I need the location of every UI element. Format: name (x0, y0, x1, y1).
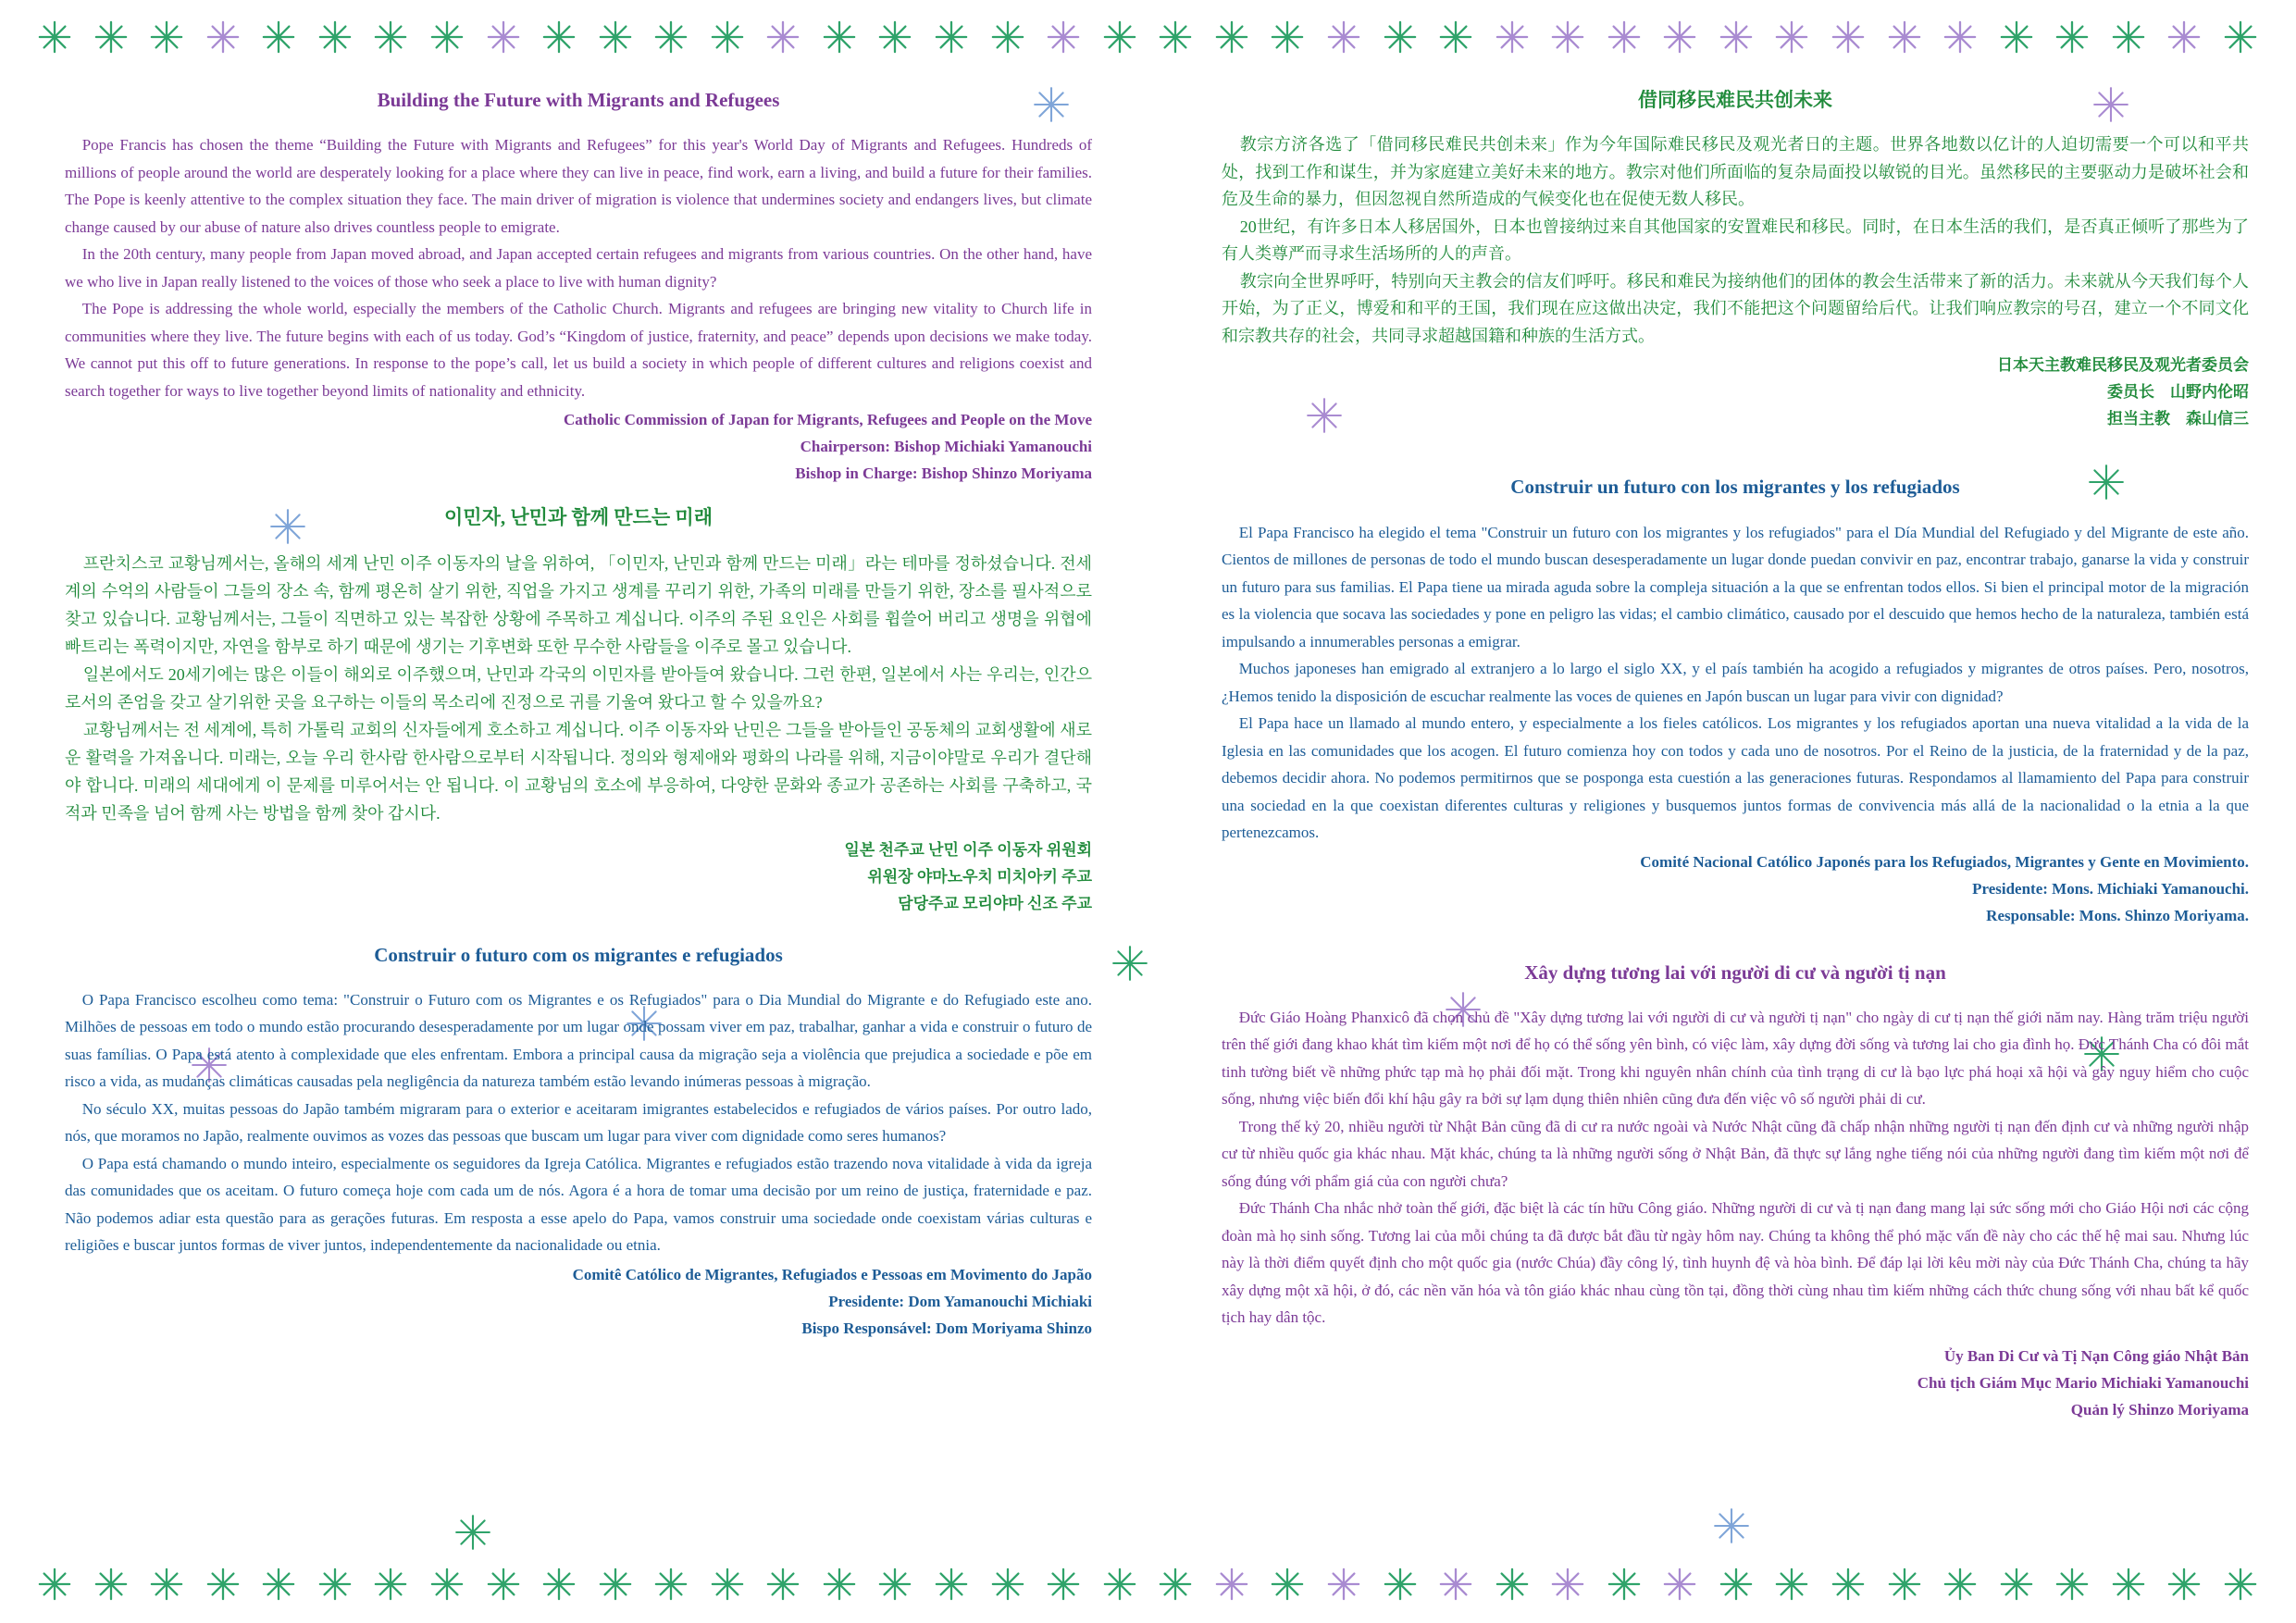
sparkle-star-icon (1383, 1567, 1418, 1602)
vietnamese-paragraph-3: Đức Thánh Cha nhắc nhở toàn thế giới, đặc biệt là các tín hữu Công giáo. Những người di cư và tị nạn đang mang lại sức sống mới cho Giáo Hội nơi các cộng đoàn mà họ sinh sống. Tương lai của mỗi chúng ta đã được bắt đầu từ ngày hôm nay. Chúng ta không thể phó mặc vấn đề này cho các thế hệ mai sau. Nhưng lúc này là thời điểm quyết định cho một quốc gia (nước Chúa) đầy công lý, tình huynh đệ và hòa bình. Để đáp lại lời kêu mời này của Đức Thánh Cha, chúng ta hãy xây dựng một xã hội, ở đó, các nền văn hóa và tôn giáo khác nhau cùng tồn tại, đồng thời cùng nhau tìm kiếm những cách thức chung sống với nhau bất kể quốc tịch hay dân tộc. (1222, 1199, 2249, 1327)
english-title: Building the Future with Migrants and Refugees (377, 89, 780, 111)
vietnamese-title: Xây dựng tương lai với người di cư và người tị nạn (1524, 960, 1946, 984)
chinese-body (1222, 131, 2249, 350)
english-signature-bishop: Bishop in Charge: Bishop Shinzo Moriyama (795, 465, 1092, 483)
korean-paragraph-1: 프란치스코 교황님께서는, 올해의 세계 난민 이주 이동자의 날을 위하여, 「이민자, 난민과 함께 만드는 미래」라는 테마를 정하셨습니다. 전세계의 수억의 사람들이 그들의 장소 속, 함께 평온히 살기 위한, 직업을 가지고 생계를 꾸리기 위한, 가족의 미래를 만들기 위한, 장소를 필사적으로 찾고 있습니다. 교황님께서는, 그들이 직면하고 있는 복잡한 상황에 주목하고 계십니다. 이주의 주된 요인은 사회를 휩쓸어 버리고 생명을 위협에 빠트리는 폭력이지만, 자연을 함부로 하기 때문에 생기는 기후변화 또한 무수한 사람들을 이주로 몰고 있습니다. (65, 553, 1092, 656)
chinese-paragraph-2: 20世纪，有许多日本人移居国外，日本也曾接纳过来自其他国家的安置难民和移民。同时，在日本生活的我们，是否真正倾听了那些为了有人类尊严而寻求生活场所的人的声音。 (1222, 217, 2249, 264)
korean-signature (65, 836, 1092, 917)
sparkle-star-icon (205, 19, 241, 55)
sparkle-star-icon (2223, 1567, 2258, 1602)
portuguese-signature-chair: Presidente: Dom Yamanouchi Michiaki (828, 1292, 1092, 1310)
portuguese-signature-org: Comitê Católico de Migrantes, Refugiados e Pessoas em Movimento do Japão (572, 1265, 1092, 1283)
sparkle-star-icon (486, 19, 521, 55)
sparkle-star-icon (598, 1567, 633, 1602)
sparkle-star-icon (1326, 1567, 1361, 1602)
sparkle-star-icon (486, 1567, 521, 1602)
spanish-paragraph-3: El Papa hace un llamado al mundo entero, y especialmente a los fieles católicos. Los migrantes y los refugiados aportan una nueva vitalidad a la vida de la Iglesia en las comunidades que los acogen. El futuro comienza hoy con todos y cada uno de nosotros. Por el Reino de la justicia, de la fraternidad y de la paz, debemos decidir ahora. No podemos permitirnos que se posponga esta cuestión a las generaciones futuras. Respondamos al llamamiento del Papa para construir una sociedad en la que coexistan diferentes culturas y religiones y busquemos juntos formas de convivencia más allá de la nacionalidad o la etnia a la que pertenezcamos. (1222, 714, 2249, 842)
sparkle-star-icon (1942, 19, 1978, 55)
sparkle-star-icon (1158, 19, 1193, 55)
portuguese-title: Construir o futuro com os migrantes e refugiados (374, 943, 783, 966)
sparkle-star-icon (1270, 19, 1305, 55)
chinese-title: 借同移民难民共创未来 (1638, 89, 1832, 111)
sparkle-star-icon (1326, 19, 1361, 55)
portuguese-signature-bishop: Bispo Responsável: Dom Moriyama Shinzo (801, 1319, 1092, 1337)
sparkle-star-icon (317, 1567, 353, 1602)
sparkle-star-icon (37, 19, 72, 55)
sparkle-star-icon (1719, 19, 1754, 55)
sparkle-star-icon (1102, 1567, 1137, 1602)
sparkle-star-icon (37, 1567, 72, 1602)
sparkle-star-icon (710, 1567, 745, 1602)
spanish-paragraph-2: Muchos japoneses han emigrado al extranjero a lo largo el siglo XX, y el país también ha acogido a refugiados y migrantes de otros países. Pero, nosotros, ¿Hemos tenido la disposición de escuchar realmente las voces de quienes en Japón buscan un lugar para vivir con dignidad? (1222, 660, 2249, 705)
sparkle-star-icon (1102, 19, 1137, 55)
sparkle-star-icon (1607, 1567, 1642, 1602)
sparkle-star-icon (1774, 1567, 1809, 1602)
vietnamese-signature (1222, 1343, 2249, 1423)
english-paragraph-2: In the 20th century, many people from Japan moved abroad, and Japan accepted certain refugees and migrants from various countries. On the other hand, have we who live in Japan really listened to the voices of those who seek a place to live with human dignity? (65, 245, 1092, 291)
portuguese-paragraph-2: No século XX, muitas pessoas do Japão também migraram para o exterior e aceitaram imigrantes estabelecidos e refugiados de vários países. Por outro lado, nós, que moramos no Japão, realmente ouvimos as vozes das pessoas que buscam um lugar para viver com dignidade como seres humanos? (65, 1099, 1092, 1146)
chinese-signature (1222, 352, 2249, 432)
sparkle-star-icon (453, 1513, 492, 1552)
sparkle-star-icon (1214, 19, 1249, 55)
sparkle-star-icon (1607, 19, 1642, 55)
sparkle-star-icon (2166, 19, 2202, 55)
sparkle-star-icon (1662, 1567, 1697, 1602)
english-signature-chair: Chairperson: Bishop Michiaki Yamanouchi (800, 438, 1092, 456)
sparkle-star-icon (373, 19, 408, 55)
spanish-section (1222, 475, 2249, 928)
sparkle-star-icon (1942, 1567, 1978, 1602)
right-column (1222, 88, 2249, 1423)
sparkle-star-icon (261, 1567, 296, 1602)
sparkle-star-icon (1887, 19, 1922, 55)
sparkle-star-icon (822, 19, 857, 55)
sparkle-star-icon (93, 1567, 129, 1602)
sparkle-star-icon (877, 1567, 912, 1602)
chinese-signature-bishop: 担当主教 森山信三 (2107, 410, 2249, 428)
sparkle-star-icon (1999, 1567, 2034, 1602)
sparkle-star-icon (2054, 1567, 2090, 1602)
vietnamese-signature-bishop: Quản lý Shinzo Moriyama (2070, 1400, 2249, 1419)
korean-signature-chair: 위원장 야마노우치 미치아키 주교 (867, 867, 1092, 886)
sparkle-star-icon (653, 1567, 689, 1602)
sparkle-star-icon (205, 1567, 241, 1602)
english-body (65, 131, 1092, 404)
vietnamese-paragraph-2: Trong thế kỷ 20, nhiều người từ Nhật Bản cũng đã di cư ra nước ngoài và Nước Nhật cũng đã chấp nhận những người tị nạn đến định cư và những người nhập cư từ nhiều quốc gia khác nhau. Mặt khác, chúng ta là những người sống ở Nhật Bản, đã thực sự lắng nghe tiếng nói của những người đang tìm kiếm một nơi để sống đúng với phẩm giá của con người chưa? (1222, 1117, 2249, 1190)
chinese-section (1222, 88, 2249, 432)
english-section (65, 88, 1092, 487)
portuguese-body (65, 986, 1092, 1259)
sparkle-star-icon (1662, 19, 1697, 55)
portuguese-paragraph-1: O Papa Francisco escolheu como tema: "Construir o Futuro com os Migrantes e os Refugiados" para o Dia Mundial do Migrante e do Refugiado este ano. Milhões de pessoas em todo o mundo estão procurando desesperadamente por um lugar onde possam viver em paz, trabalhar, ganhar a vida e construir o futuro de suas famílias. O Papa está atento à complexidade que eles enfrentam. Embora a principal causa da migração seja a violência que prejudica a sociedade e põe em risco a vida, as mudanças climáticas causadas pela negligência da natureza também estão levando inúmeras pessoas à migração. (65, 990, 1092, 1091)
sparkle-star-icon (1887, 1567, 1922, 1602)
sparkle-star-icon (373, 1567, 408, 1602)
vietnamese-paragraph-1: Đức Giáo Hoàng Phanxicô đã chọn chủ đề "Xây dựng tương lai với người di cư và người tị nạn" cho ngày di cư tị nạn thế giới năm nay. Hàng trăm triệu người trên thế giới đang khao khát tìm kiếm một nơi để họ có thể sống yên bình, có việc làm, xây dựng đời sống và tương lai cho gia đình họ. Đức Thánh Cha có đôi mắt tinh tường biết về những phức tạp mà họ phải đối mặt. Trong khi nguyên nhân chính của tình trạng di cư là bạo lực phá hoại xã hội và gây nguy hiểm cho cuộc sống, nhưng việc biến đổi khí hậu gây ra bởi sự lạm dụng thiên nhiên cũng đưa đến việc vô số người phải di cư. (1222, 1008, 2249, 1109)
korean-paragraph-3: 교황님께서는 전 세계에, 특히 가톨릭 교회의 신자들에게 호소하고 계십니다. 이주 이동자와 난민은 그들을 받아들인 공동체의 교회생활에 새로운 활력을 가져옵니다. 미래는, 오늘 우리 한사람 한사람으로부터 시작됩니다. 정의와 형제애와 평화의 나라를 위해, 지금이야말로 우리가 결단해야 합니다. 미래의 세대에게 이 문제를 미루어서는 안 됩니다. 이 교황님의 호소에 부응하여, 다양한 문화와 종교가 공존하는 사회를 구축하고, 국적과 민족을 넘어 함께 사는 방법을 함께 찾아 갑시다. (65, 720, 1092, 823)
sparkle-star-icon (598, 19, 633, 55)
sparkle-star-icon (317, 19, 353, 55)
sparkle-star-icon (990, 1567, 1025, 1602)
sparkle-star-icon (1831, 1567, 1866, 1602)
sparkle-star-icon (541, 19, 577, 55)
chinese-paragraph-3: 教宗向全世界呼吁，特别向天主教会的信友们呼吁。移民和难民为接纳他们的团体的教会生活带来了新的活力。未来就从今天我们每个人开始，为了正义，博爱和和平的王国，我们现在应这做出决定，我们不能把这个问题留给后代。让我们响应教宗的号召，建立一个不同文化和宗教共存的社会，共同寻求超越国籍和种族的生活方式。 (1222, 271, 2249, 345)
chinese-signature-chair: 委员长 山野内伦昭 (2107, 383, 2249, 402)
spanish-signature-chair: Presidente: Mons. Michiaki Yamanouchi. (1972, 879, 2249, 898)
sparkle-star-icon (765, 19, 800, 55)
sparkle-star-icon (822, 1567, 857, 1602)
sparkle-star-icon (2166, 1567, 2202, 1602)
sparkle-star-icon (149, 19, 184, 55)
sparkle-star-icon (1712, 1506, 1751, 1545)
portuguese-section (65, 943, 1092, 1342)
korean-signature-bishop: 담당주교 모리야마 신조 주교 (898, 894, 1092, 912)
sparkle-star-icon (2111, 19, 2146, 55)
korean-body (65, 550, 1092, 827)
english-paragraph-1: Pope Francis has chosen the theme “Building the Future with Migrants and Refugees” for this year's World Day of Migrants and Refugees. Hundreds of millions of people around the world are desperately looking for a place where they can live in peace, find work, earn a living, and build a future for their families. The Pope is keenly attentive to the complex situation they face. The main driver of migration is violence that undermines society and endangers lives, but climate change caused by our abuse of nature also drives countless people to emigrate. (65, 136, 1092, 236)
bottom-star-border (37, 1556, 2258, 1612)
spanish-signature (1222, 849, 2249, 929)
sparkle-star-icon (1214, 1567, 1249, 1602)
sparkle-star-icon (1158, 1567, 1193, 1602)
spanish-paragraph-1: El Papa Francisco ha elegido el tema "Construir un futuro con los migrantes y los refugiados" para el Día Mundial del Refugiado y del Migrante de este año. Cientos de millones de personas de todo el mundo buscan desesperadamente un lugar donde puedan convivir en paz, encontrar trabajo, ganarse la vida y construir un futuro para sus familias. El Papa tiene ua mirada aguda sobre la compleja situación a la que se enfrentan todos ellos. Si bien el principal motor de la migración es la violencia que socava las sociedades y pone en peligro las vidas; el cambio climático, causado por el descuido que hemos hecho de la naturaleza, también está impulsando a innumerables personas a emigrar. (1222, 523, 2249, 650)
sparkle-star-icon (1495, 1567, 1530, 1602)
left-column (65, 88, 1092, 1342)
vietnamese-body (1222, 1004, 2249, 1332)
sparkle-star-icon (2054, 19, 2090, 55)
sparkle-star-icon (429, 1567, 465, 1602)
sparkle-star-icon (261, 19, 296, 55)
spanish-body (1222, 519, 2249, 847)
korean-signature-org: 일본 천주교 난민 이주 이동자 위원회 (844, 840, 1092, 859)
chinese-signature-org: 日本天主教难民移民及观光者委员会 (1997, 356, 2249, 375)
vietnamese-signature-chair: Chủ tịch Giám Mục Mario Michiaki Yamanouchi (1917, 1373, 2249, 1392)
sparkle-star-icon (1774, 19, 1809, 55)
spanish-title: Construir un futuro con los migrantes y los refugiados (1510, 476, 1960, 499)
sparkle-star-icon (1495, 19, 1530, 55)
sparkle-star-icon (429, 19, 465, 55)
sparkle-star-icon (765, 1567, 800, 1602)
sparkle-star-icon (149, 1567, 184, 1602)
chinese-paragraph-1: 教宗方济各选了「借同移民难民共创未来」作为今年国际难民移民及观光者日的主题。世界各地数以亿计的人迫切需要一个可以和平共处，找到工作和谋生，并为家庭建立美好未来的地方。教宗对他们所面临的复杂局面投以敏锐的目光。虽然移民的主要驱动力是破坏社会和危及生命的暴力，但因忽视自然所造成的气候变化也在促使无数人移民。 (1222, 135, 2249, 209)
portuguese-signature (65, 1261, 1092, 1342)
vietnamese-signature-org: Ủy Ban Di Cư và Tị Nạn Công giáo Nhật Bản (1943, 1346, 2249, 1365)
sparkle-star-icon (1046, 19, 1081, 55)
vietnamese-section (1222, 960, 2249, 1423)
sparkle-star-icon (2223, 19, 2258, 55)
sparkle-star-icon (1831, 19, 1866, 55)
korean-title: 이민자, 난민과 함께 만드는 미래 (444, 506, 713, 529)
spanish-signature-org: Comité Nacional Católico Japonés para los Refugiados, Migrantes y Gente en Movimiento. (1640, 852, 2249, 871)
portuguese-paragraph-3: O Papa está chamando o mundo inteiro, especialmente os seguidores da Igreja Católica. Migrantes e refugiados estão trazendo nova vitalidade à vida da igreja das comunidades que os aceitam. O futuro começa hoje com cada um de nós. Agora é a hora de tomar uma decisão por um reino de justiça, fraternidade e paz. Não podemos adiar esta questão para as gerações futuras. Em resposta a esse apelo do Papa, vamos construir uma sociedade onde coexistam várias culturas e religiões e buscar juntos formas de viver juntos, independentemente da nacionalidade ou etnia. (65, 1154, 1092, 1255)
sparkle-star-icon (541, 1567, 577, 1602)
spanish-signature-bishop: Responsable: Mons. Shinzo Moriyama. (1986, 906, 2249, 924)
korean-paragraph-2: 일본에서도 20세기에는 많은 이들이 해외로 이주했으며, 난민과 각국의 이민자를 받아들여 왔습니다. 그런 한편, 일본에서 사는 우리는, 인간으로서의 존엄을 갖고 살기위한 곳을 요구하는 이들의 목소리에 진정으로 귀를 기울여 왔다고 할 수 있을까요? (65, 664, 1092, 712)
sparkle-star-icon (1719, 1567, 1754, 1602)
sparkle-star-icon (1383, 19, 1418, 55)
sparkle-star-icon (1270, 1567, 1305, 1602)
sparkle-star-icon (1999, 19, 2034, 55)
sparkle-star-icon (1438, 19, 1473, 55)
english-paragraph-3: The Pope is addressing the whole world, especially the members of the Catholic Church. Migrants and refugees are bringing new vitality to Church life in communities where they live. The future begins with each of us today. God’s “Kingdom of justice, fraternity, and peace” depends upon decisions we make today. We cannot put this off to future generations. In response to the pope’s call, let us build a society in which people of different cultures and religions coexist and search together for ways to live together beyond limits of nationality and ethnicity. (65, 300, 1092, 400)
english-signature-org: Catholic Commission of Japan for Migrants, Refugees and People on the Move (563, 411, 1092, 429)
sparkle-star-icon (1550, 19, 1585, 55)
sparkle-star-icon (1046, 1567, 1081, 1602)
sparkle-star-icon (934, 1567, 969, 1602)
sparkle-star-icon (877, 19, 912, 55)
sparkle-star-icon (2111, 1567, 2146, 1602)
sparkle-star-icon (1438, 1567, 1473, 1602)
sparkle-star-icon (1550, 1567, 1585, 1602)
top-star-border (37, 9, 2258, 65)
sparkle-star-icon (990, 19, 1025, 55)
sparkle-star-icon (653, 19, 689, 55)
sparkle-star-icon (1111, 944, 1149, 983)
english-signature (65, 406, 1092, 487)
sparkle-star-icon (934, 19, 969, 55)
sparkle-star-icon (93, 19, 129, 55)
korean-section (65, 505, 1092, 916)
sparkle-star-icon (710, 19, 745, 55)
